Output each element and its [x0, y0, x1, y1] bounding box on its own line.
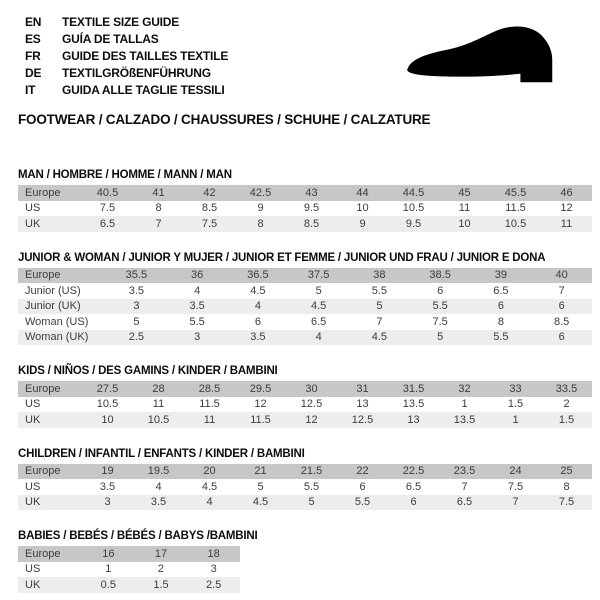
size-cell: 4.5 — [201, 480, 218, 493]
size-cell: 5.5 — [189, 315, 205, 328]
language-label: GUIDE DES TAILLES TEXTILE — [62, 49, 229, 63]
size-cell: 3.5 — [99, 480, 116, 493]
table-row — [18, 314, 592, 330]
table-row — [18, 216, 592, 232]
size-table — [18, 268, 592, 346]
size-cell: 7 — [376, 315, 383, 328]
size-cell: 22.5 — [402, 465, 425, 478]
size-cell: 3.5 — [150, 496, 167, 509]
size-cell: 4 — [206, 496, 213, 509]
size-cell: 7 — [155, 217, 162, 230]
size-cell: 28 — [152, 382, 165, 395]
size-table — [18, 464, 592, 511]
size-cell: 3 — [194, 331, 201, 344]
size-cell: 11 — [560, 217, 573, 230]
table-row — [18, 201, 592, 217]
size-cell: 5.5 — [371, 284, 388, 297]
table-row — [18, 283, 592, 299]
size-section — [18, 448, 600, 511]
size-section — [18, 169, 600, 232]
size-cell: 33.5 — [555, 382, 578, 395]
size-cell: 9 — [257, 202, 264, 215]
size-cell: 5.5 — [432, 300, 448, 313]
size-table — [18, 546, 240, 593]
size-cell: 2.5 — [206, 578, 222, 591]
size-cell: 4.5 — [250, 284, 266, 297]
size-cell: 3 — [104, 496, 111, 509]
size-cell: 29.5 — [249, 382, 272, 395]
row-label: Junior (UK) — [25, 300, 81, 313]
table-row — [18, 495, 592, 511]
size-cell: 22 — [356, 465, 369, 478]
size-section — [18, 365, 600, 428]
size-cell: 1 — [105, 563, 112, 576]
size-cell: 19.5 — [147, 465, 170, 478]
size-cell: 6 — [558, 331, 565, 344]
table-row — [18, 546, 240, 562]
size-cell: 42 — [203, 186, 216, 199]
table-row — [18, 479, 592, 495]
language-code: EN — [25, 15, 42, 29]
size-cell: 46 — [560, 186, 573, 199]
size-cell: 6 — [410, 496, 417, 509]
size-cell: 9.5 — [303, 202, 320, 215]
section-title: CHILDREN / INFANTIL / ENFANTS / KINDER / BAMBINI — [18, 447, 305, 460]
size-cell: 12.5 — [351, 413, 374, 426]
size-cell: 5 — [437, 331, 444, 344]
size-tables — [18, 169, 600, 593]
table-row — [18, 185, 592, 201]
section-title: KIDS / NIÑOS / DES GAMINS / KINDER / BAMBINI — [18, 365, 278, 377]
language-label: GUIDA ALLE TAGLIE TESSILI — [62, 83, 225, 97]
row-label: US — [25, 398, 41, 411]
size-cell: 13 — [356, 398, 369, 411]
language-label: GUÍA DE TALLAS — [62, 32, 159, 46]
size-cell: 4 — [254, 300, 261, 313]
size-cell: 1.5 — [558, 413, 575, 426]
size-cell: 40.5 — [96, 186, 119, 199]
size-cell: 10 — [101, 413, 114, 426]
size-cell: 11.5 — [250, 413, 271, 426]
table-row — [18, 268, 592, 284]
size-cell: 7.5 — [99, 202, 116, 215]
size-cell: 39 — [494, 269, 507, 282]
row-label: UK — [25, 217, 41, 230]
size-cell: 6 — [359, 480, 366, 493]
size-cell: 6.5 — [310, 315, 327, 328]
language-label: TEXTILGRÖßENFÜHRUNG — [62, 66, 211, 80]
size-cell: 28.5 — [198, 382, 221, 395]
size-cell: 30 — [305, 382, 318, 395]
size-cell: 5 — [308, 496, 315, 509]
table-row — [18, 412, 592, 428]
size-cell: 5 — [315, 284, 322, 297]
size-cell: 4 — [194, 284, 201, 297]
size-cell: 3 — [210, 563, 217, 576]
language-label: TEXTILE SIZE GUIDE — [62, 15, 180, 29]
section-title: JUNIOR & WOMAN / JUNIOR Y MUJER / JUNIOR ET FEMME / JUNIOR UND FRAU / JUNIOR E DONA — [18, 251, 546, 264]
size-cell: 2 — [563, 398, 570, 411]
size-cell: 19 — [101, 465, 114, 478]
size-cell: 25 — [560, 465, 573, 478]
size-cell: 27.5 — [96, 382, 119, 395]
size-cell: 8.5 — [201, 202, 218, 215]
size-cell: 16 — [102, 547, 115, 560]
row-label: Woman (UK) — [25, 331, 89, 344]
row-label: Europe — [25, 547, 61, 560]
size-cell: 11.5 — [505, 202, 526, 215]
size-cell: 17 — [154, 547, 168, 560]
size-cell: 12 — [254, 398, 267, 411]
size-cell: 35.5 — [125, 269, 148, 282]
size-cell: 13 — [407, 413, 420, 426]
table-row — [18, 330, 592, 346]
size-cell: 12 — [305, 413, 318, 426]
size-cell: 7 — [461, 480, 468, 493]
size-cell: 10 — [356, 202, 369, 215]
size-cell: 8 — [155, 202, 162, 215]
size-cell: 44.5 — [402, 186, 425, 199]
row-label: UK — [25, 578, 41, 591]
size-cell: 4.5 — [371, 331, 388, 344]
size-cell: 36.5 — [247, 269, 269, 282]
size-cell: 5.5 — [303, 480, 320, 493]
size-cell: 7.5 — [507, 480, 524, 493]
size-cell: 6 — [254, 315, 261, 328]
size-table — [18, 381, 592, 428]
row-label: Woman (US) — [25, 315, 89, 328]
size-cell: 8.5 — [303, 217, 320, 230]
size-cell: 4 — [155, 480, 162, 493]
table-row — [18, 299, 592, 315]
size-cell: 21.5 — [300, 465, 323, 478]
size-cell: 31 — [356, 382, 369, 395]
size-cell: 6.5 — [99, 217, 116, 230]
size-cell: 7 — [512, 496, 519, 509]
size-cell: 3.5 — [189, 300, 205, 313]
category-title: FOOTWEAR / CALZADO / CHAUSSURES / SCHUHE / CALZATURE — [18, 112, 431, 127]
row-label: US — [25, 202, 41, 215]
size-cell: 24 — [509, 465, 522, 478]
row-label: Europe — [25, 269, 61, 282]
row-label: UK — [25, 413, 41, 426]
size-cell: 2.5 — [128, 331, 145, 344]
language-code: IT — [25, 83, 36, 97]
size-cell: 8 — [563, 480, 570, 493]
size-cell: 6 — [497, 300, 504, 313]
size-cell: 13.5 — [402, 398, 425, 411]
size-cell: 41 — [152, 186, 165, 199]
size-cell: 10 — [458, 217, 471, 230]
table-row — [18, 397, 592, 413]
size-cell: 11 — [203, 413, 216, 426]
size-cell: 5.5 — [354, 496, 371, 509]
size-cell: 9.5 — [405, 217, 422, 230]
language-code: FR — [25, 49, 41, 63]
row-label: Europe — [25, 382, 61, 395]
size-cell: 8 — [497, 315, 504, 328]
size-cell: 3 — [133, 300, 140, 313]
size-cell: 11 — [152, 398, 165, 411]
size-cell: 6 — [437, 284, 444, 297]
size-cell: 33 — [509, 382, 522, 395]
size-cell: 1.5 — [153, 578, 169, 591]
size-cell: 18 — [207, 547, 220, 560]
table-row — [18, 577, 240, 593]
size-cell: 8.5 — [553, 315, 570, 328]
size-cell: 6.5 — [456, 496, 473, 509]
size-cell: 10.5 — [147, 413, 170, 426]
size-cell: 10.5 — [504, 217, 527, 230]
size-cell: 12.5 — [300, 398, 323, 411]
size-cell: 44 — [356, 186, 369, 199]
section-title: MAN / HOMBRE / HOMME / MANN / MAN — [18, 169, 232, 181]
size-cell: 6.5 — [493, 284, 509, 297]
size-cell: 5.5 — [493, 331, 509, 344]
language-code: DE — [25, 66, 42, 80]
size-cell: 13.5 — [453, 413, 476, 426]
size-section — [18, 530, 600, 593]
size-cell: 31.5 — [402, 382, 425, 395]
size-cell: 20 — [203, 465, 216, 478]
size-cell: 10.5 — [402, 202, 425, 215]
size-cell: 6 — [558, 300, 565, 313]
size-cell: 11.5 — [199, 398, 220, 411]
dress-shoe-icon — [390, 22, 582, 96]
size-cell: 40 — [555, 269, 568, 282]
size-cell: 36 — [191, 269, 204, 282]
size-cell: 10.5 — [96, 398, 119, 411]
row-label: Europe — [25, 186, 61, 199]
size-cell: 4 — [315, 331, 322, 344]
size-cell: 5 — [133, 315, 140, 328]
size-cell: 43 — [305, 186, 318, 199]
table-row — [18, 562, 240, 578]
table-row — [18, 464, 592, 480]
size-cell: 45.5 — [504, 186, 527, 199]
size-cell: 3.5 — [128, 284, 145, 297]
size-cell: 8 — [257, 217, 264, 230]
size-cell: 23.5 — [453, 465, 476, 478]
size-cell: 32 — [458, 382, 471, 395]
size-cell: 42.5 — [249, 186, 272, 199]
size-cell: 38.5 — [429, 269, 451, 282]
row-label: Europe — [25, 465, 61, 478]
size-cell: 21 — [254, 465, 267, 478]
size-cell: 3.5 — [250, 331, 266, 344]
size-cell: 12 — [560, 202, 573, 215]
size-cell: 37.5 — [307, 269, 330, 282]
row-label: US — [25, 480, 41, 493]
size-cell: 45 — [458, 186, 471, 199]
size-cell: 4.5 — [252, 496, 269, 509]
size-section — [18, 252, 600, 346]
size-cell: 1 — [512, 413, 519, 426]
size-cell: 1.5 — [507, 398, 524, 411]
section-title: BABIES / BEBÉS / BÉBÉS / BABYS /BAMBINI — [18, 530, 258, 542]
size-cell: 11 — [458, 202, 471, 215]
size-cell: 1 — [461, 398, 468, 411]
size-cell: 38 — [373, 269, 386, 282]
row-label: Junior (US) — [25, 284, 81, 297]
size-cell: 0.5 — [100, 578, 116, 591]
size-cell: 5 — [376, 300, 383, 313]
row-label: UK — [25, 496, 41, 509]
size-cell: 9 — [359, 217, 366, 230]
size-cell: 7.5 — [558, 496, 575, 509]
size-cell: 6.5 — [405, 480, 422, 493]
language-code: ES — [25, 32, 41, 46]
size-cell: 4.5 — [310, 300, 327, 313]
table-row — [18, 381, 592, 397]
size-cell: 7.5 — [201, 217, 218, 230]
size-cell: 7.5 — [432, 315, 448, 328]
size-cell: 5 — [257, 480, 264, 493]
size-table — [18, 185, 592, 232]
size-cell: 7 — [558, 284, 565, 297]
row-label: US — [25, 563, 41, 576]
size-cell: 2 — [157, 563, 165, 576]
